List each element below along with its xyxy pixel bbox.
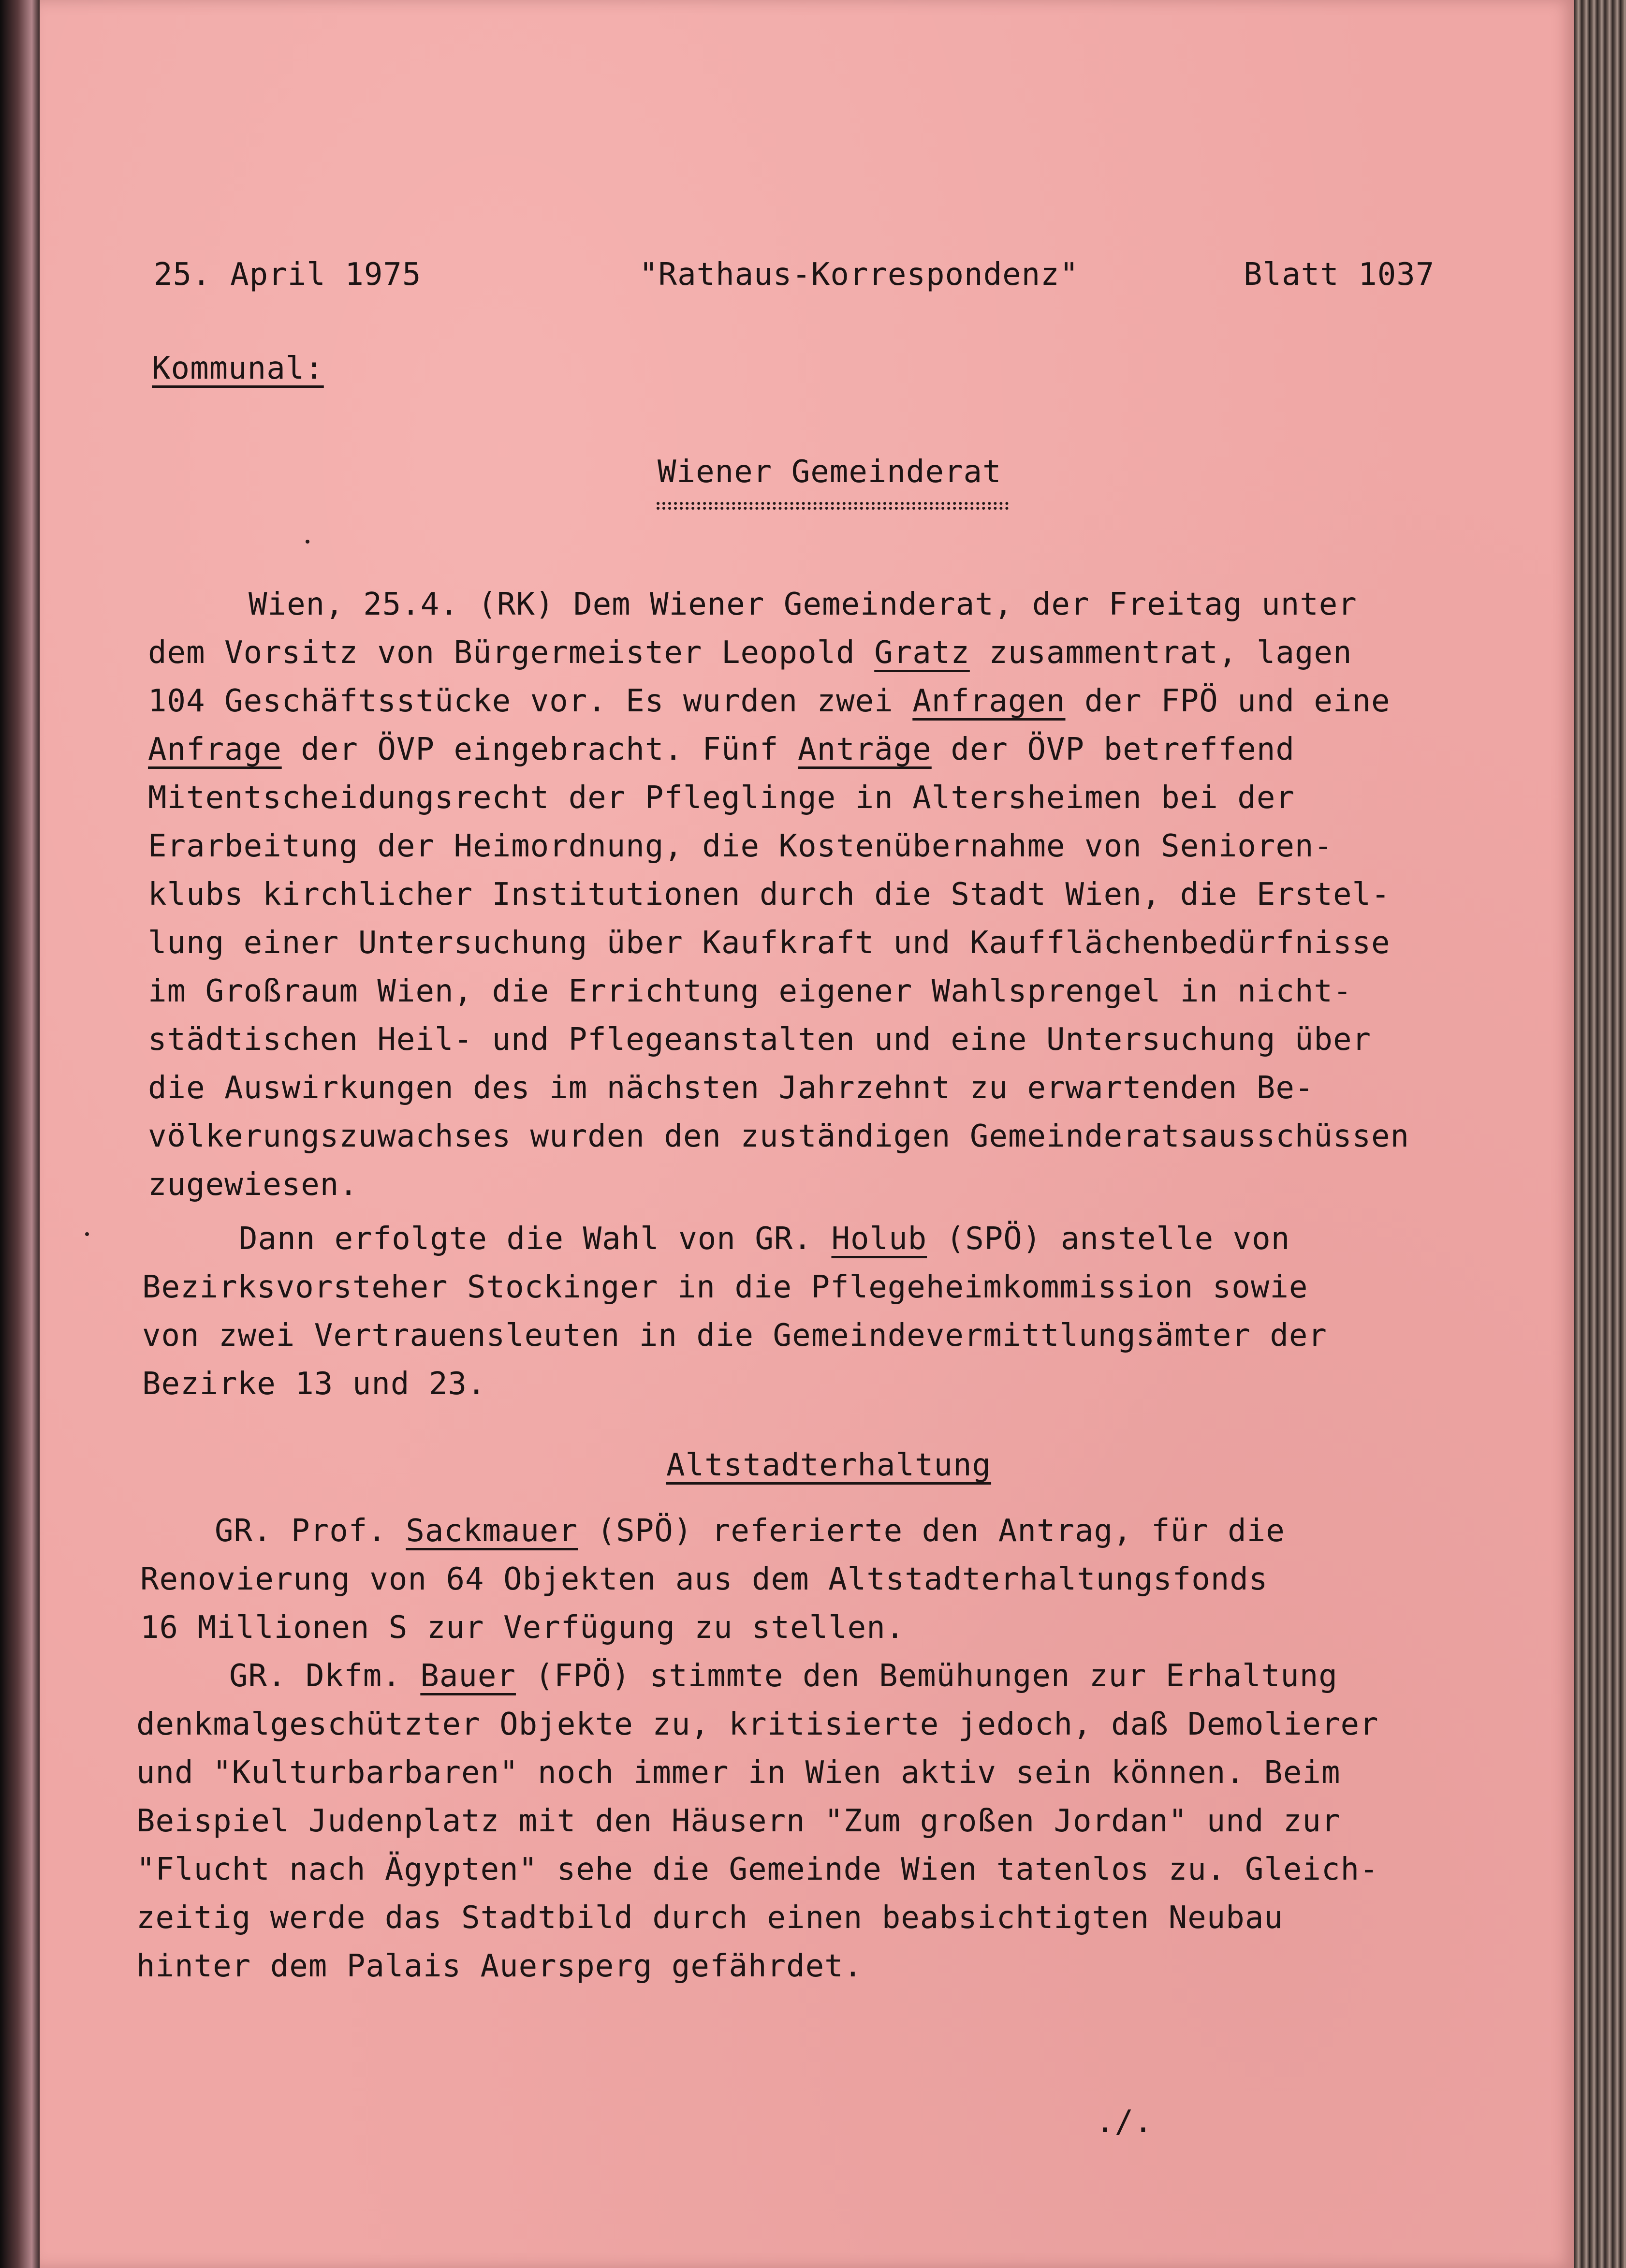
highlighted-name: Bauer: [420, 1658, 516, 1694]
header-publication: "Rathaus-Korrespondenz": [639, 257, 1079, 293]
text-line: Bezirke 13 und 23.: [142, 1366, 486, 1402]
highlighted-name: Gratz: [874, 635, 970, 671]
text-line: hinter dem Palais Auersperg gefährdet.: [136, 1948, 863, 1984]
text-line: von zwei Vertrauensleuten in die Gemeindevermittlungsämter der: [142, 1318, 1327, 1354]
text-line: Erarbeitung der Heimordnung, die Kostenübernahme von Senioren-: [148, 828, 1333, 864]
speck: [306, 540, 309, 544]
text-run: der FPÖ und eine: [1065, 683, 1391, 719]
text-line: zeitig werde das Stadtbild durch einen beabsichtigten Neubau: [136, 1900, 1283, 1936]
text-run: der ÖVP eingebracht. Fünf: [281, 732, 798, 767]
header-date: 25. April 1975: [154, 257, 422, 293]
text-line: Beispiel Judenplatz mit den Häusern "Zum großen Jordan" und zur: [136, 1803, 1341, 1839]
text-line: völkerungszuwachses wurden den zuständigen Gemeinderatsausschüssen: [148, 1119, 1410, 1154]
text-line: "Flucht nach Ägypten" sehe die Gemeinde Wien tatenlos zu. Gleich-: [136, 1852, 1379, 1887]
text-run: 104 Geschäftsstücke vor. Es wurden zwei: [148, 683, 913, 719]
highlighted-term: Anfrage: [148, 732, 282, 767]
text-run: (SPÖ) referierte den Antrag, für die: [578, 1513, 1285, 1549]
text-line: denkmalgeschützter Objekte zu, kritisierte jedoch, daß Demolierer: [136, 1707, 1379, 1742]
text-line: Bezirksvorsteher Stockinger in die Pflegeheimkommission sowie: [142, 1269, 1308, 1305]
text-line: [215, 1513, 1285, 1549]
text-line: zugewiesen.: [148, 1167, 358, 1203]
text-run: der ÖVP betreffend: [931, 732, 1295, 767]
text-run: dem Vorsitz von Bürgermeister Leopold: [148, 635, 875, 671]
highlighted-term: Anfragen: [912, 683, 1066, 719]
text-line: [239, 1221, 1290, 1257]
section-label: Kommunal:: [152, 351, 324, 386]
text-line: Mitentscheidungsrecht der Pfleglinge in Altersheimen bei der: [148, 780, 1295, 816]
text-run: (SPÖ) anstelle von: [927, 1221, 1290, 1257]
highlighted-term: Anträge: [798, 732, 932, 767]
continuation-mark: ./.: [1096, 2104, 1153, 2140]
text-line: im Großraum Wien, die Errichtung eigener Wahlsprengel in nicht-: [148, 973, 1352, 1009]
text-line: die Auswirkungen des im nächsten Jahrzehnt zu erwartenden Be-: [148, 1070, 1314, 1106]
text-run: (FPÖ) stimmte den Bemühungen zur Erhaltung: [515, 1658, 1338, 1694]
article-title: Wiener Gemeinderat: [658, 454, 1002, 490]
text-line: und "Kulturbarbaren" noch immer in Wien aktiv sein können. Beim: [136, 1755, 1341, 1791]
title-double-underline: [657, 502, 1009, 510]
text-line: städtischen Heil- und Pflegeanstalten und eine Untersuchung über: [148, 1022, 1371, 1058]
text-line: [148, 734, 1295, 765]
text-line: [148, 635, 1352, 671]
text-line: Renovierung von 64 Objekten aus dem Altstadterhaltungsfonds: [140, 1561, 1268, 1597]
text-run: GR. Dkfm.: [229, 1658, 421, 1694]
text-line: Wien, 25.4. (RK) Dem Wiener Gemeinderat, der Freitag unter: [249, 587, 1357, 622]
text-run: GR. Prof.: [215, 1513, 406, 1549]
highlighted-name: Sackmauer: [406, 1513, 578, 1549]
highlighted-name: Holub: [831, 1221, 927, 1257]
text-line: klubs kirchlicher Institutionen durch die Stadt Wien, die Erstel-: [148, 877, 1391, 913]
text-run: Dann erfolgte die Wahl von GR.: [239, 1221, 832, 1257]
header-sheet-number: Blatt 1037: [1244, 257, 1435, 293]
text-line: 16 Millionen S zur Verfügung zu stellen.: [140, 1610, 905, 1646]
text-line: [148, 683, 1391, 719]
article-title: Altstadterhaltung: [666, 1447, 992, 1483]
speck: [85, 1232, 89, 1236]
text-line: lung einer Untersuchung über Kaufkraft und Kaufflächenbedürfnisse: [148, 925, 1391, 961]
text-line: [229, 1658, 1338, 1694]
text-run: zusammentrat, lagen: [969, 635, 1352, 671]
